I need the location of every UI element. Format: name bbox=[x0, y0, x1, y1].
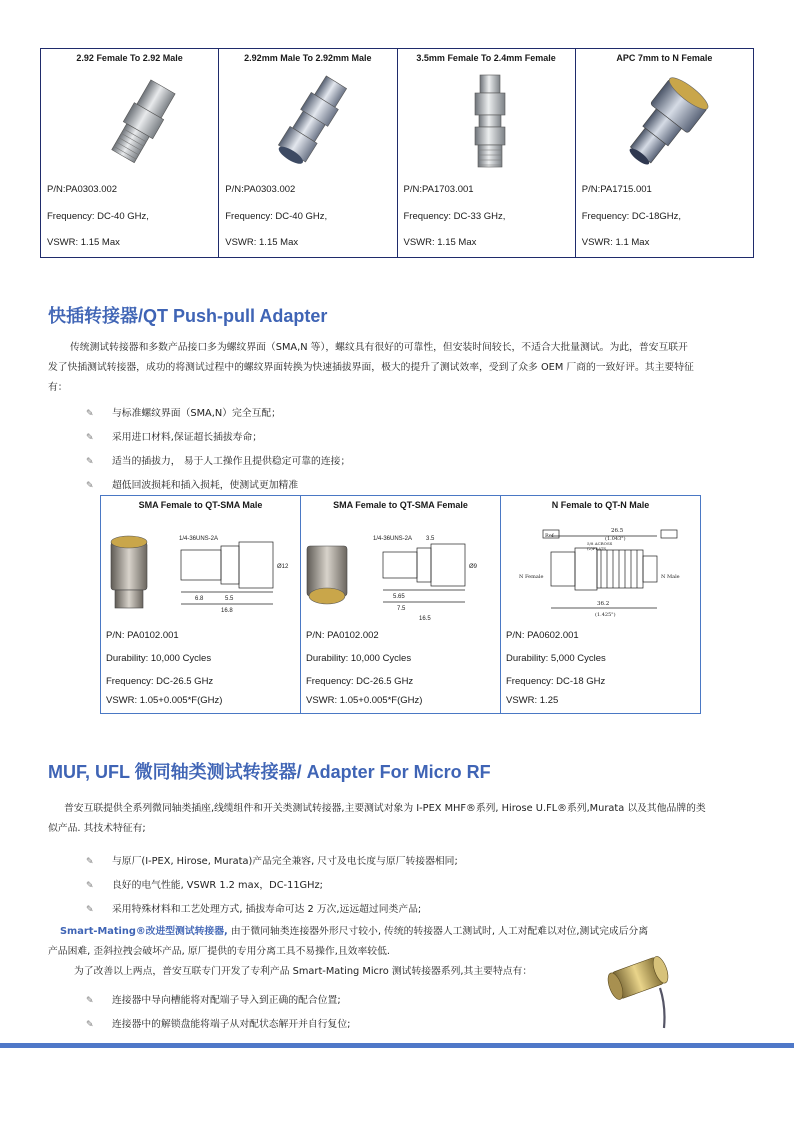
vswr: VSWR: 1.15 Max bbox=[225, 237, 299, 248]
section-paragraph bbox=[48, 799, 758, 839]
paragraph-line: 发了快插测试转接器，成功的将测试过程中的螺纹界面转换为快速插拔界面，极大的提升了测试效率，受到了众多 OEM 厂商的一致好评。其主要特征 bbox=[48, 362, 694, 373]
dim-label: 5/8 ACROSS bbox=[587, 541, 613, 546]
bullet-text: 超低回波损耗和插入损耗，使测试更加精准 bbox=[112, 480, 299, 491]
product-title: 2.92 Female To 2.92 Male bbox=[76, 53, 183, 63]
section-heading: MUF, UFL 微同轴类测试转接器/ Adapter For Micro RF bbox=[48, 762, 491, 782]
frequency: Frequency: DC-26.5 GHz bbox=[106, 676, 214, 687]
product-title: APC 7mm to N Female bbox=[616, 53, 713, 63]
product-title: N Female to QT-N Male bbox=[551, 500, 650, 510]
dim-label: 1/4-36UNS-2A bbox=[373, 536, 413, 542]
dim-label: 6.8 bbox=[195, 596, 204, 602]
part-number: P/N: PA0102.001 bbox=[106, 630, 179, 641]
paragraph-line: 产品困难, 歪斜拉拽会破坏产品, 原厂提供的专用分离工具不易操作,且效率较低. bbox=[48, 946, 390, 957]
paragraph-line: 有： bbox=[48, 382, 68, 393]
dim-label: 1/4-36UNS-2A bbox=[179, 536, 219, 542]
bullet-item bbox=[86, 853, 458, 867]
section-paragraph bbox=[48, 338, 758, 398]
bullet-text: 适当的插拔力， 易于人工操作且提供稳定可靠的连接； bbox=[112, 456, 351, 467]
bullet-text: 采用进口材料,保证超长插拔寿命； bbox=[112, 432, 263, 443]
connector-photo bbox=[219, 65, 396, 177]
micro-adapter-photo bbox=[604, 950, 694, 1030]
dim-label: (1.043") bbox=[605, 536, 626, 542]
vswr: VSWR: 1.15 Max bbox=[403, 237, 477, 248]
connector-drawing bbox=[301, 512, 500, 624]
frequency: Frequency: DC-33 GHz, bbox=[403, 210, 506, 222]
dim-label: Ø9 bbox=[469, 564, 478, 570]
frequency: Frequency: DC-40 GHz, bbox=[225, 210, 328, 222]
bullet-item bbox=[86, 405, 281, 419]
bullet-icon: ✎ bbox=[86, 857, 94, 867]
bullet-icon: ✎ bbox=[86, 457, 94, 467]
product-cell bbox=[101, 496, 301, 714]
bullet-item bbox=[86, 901, 421, 915]
dim-label: Ø12 bbox=[277, 564, 289, 570]
bullet-text: 连接器中导向槽能将对配端子导入到正确的配合位置; bbox=[112, 995, 341, 1006]
durability: Durability: 5,000 Cycles bbox=[506, 653, 606, 664]
product-title: SMA Female to QT-SMA Male bbox=[138, 500, 263, 510]
dim-label: 5.5 bbox=[225, 596, 234, 602]
frequency: Frequency: DC-18 GHz bbox=[506, 676, 606, 687]
bullet-item bbox=[86, 1016, 350, 1030]
bullet-item bbox=[86, 992, 341, 1006]
dim-label: 3.5 bbox=[426, 536, 435, 542]
bullet-text: 与原厂(I-PEX, Hirose, Murata)产品完全兼容, 尺寸及电长度与原厂转接器相同; bbox=[112, 856, 458, 867]
bullet-icon: ✎ bbox=[86, 1020, 94, 1030]
connector-drawing bbox=[101, 512, 300, 624]
qt-adapter-table bbox=[100, 495, 701, 714]
durability: Durability: 10,000 Cycles bbox=[106, 653, 212, 664]
bullet-icon: ✎ bbox=[86, 481, 94, 491]
bullet-icon: ✎ bbox=[86, 905, 94, 915]
dim-label: N Female bbox=[519, 574, 544, 580]
adapter-table bbox=[40, 48, 754, 258]
paragraph-line: 由于微同轴类连接器外形尺寸较小, 传统的转接器人工测试时, 人工对配难以对位,测试完成后分离 bbox=[230, 926, 649, 937]
part-number: P/N:PA0303.002 bbox=[47, 184, 118, 195]
dim-label: 5.65 bbox=[393, 594, 405, 600]
bullet-text: 与标准螺纹界面（SMA,N）完全互配； bbox=[112, 408, 281, 419]
dim-label: 16.5 bbox=[419, 616, 431, 622]
vswr: VSWR: 1.15 Max bbox=[47, 237, 120, 248]
bullet-item bbox=[86, 453, 350, 467]
product-cell bbox=[219, 49, 397, 258]
dim-label: 16.8 bbox=[221, 608, 233, 614]
bullet-text: 连接器中的解锁盘能将端子从对配状态解开并自行复位; bbox=[112, 1019, 351, 1030]
bullet-item bbox=[86, 477, 298, 491]
part-number: P/N: PA0102.002 bbox=[306, 630, 379, 641]
bullet-icon: ✎ bbox=[86, 409, 94, 419]
bullet-text: 良好的电气性能, VSWR 1.2 max，DC-11GHz; bbox=[112, 880, 323, 891]
product-title: 3.5mm Female To 2.4mm Female bbox=[416, 53, 556, 63]
bullet-icon: ✎ bbox=[86, 881, 94, 891]
dim-label: N Male bbox=[661, 574, 680, 580]
paragraph-line: 为了改善以上两点，普安互联专门开发了专利产品 Smart-Mating Micro 测试转接器系列,其主要特点有： bbox=[74, 966, 533, 977]
part-number: P/N:PA1715.001 bbox=[581, 184, 652, 195]
connector-photo bbox=[398, 65, 575, 177]
bullet-text: 采用特殊材料和工艺处理方式, 插拔寿命可达 2 万次,远远超过同类产品; bbox=[112, 904, 422, 915]
product-cell bbox=[575, 49, 753, 258]
vswr: VSWR: 1.05+0.005*F(GHz) bbox=[306, 695, 423, 706]
frequency: Frequency: DC-18GHz, bbox=[581, 210, 682, 222]
frequency: Frequency: DC-26.5 GHz bbox=[306, 676, 414, 687]
smart-mating-label: Smart-Mating®改进型测试转接器, bbox=[60, 926, 228, 937]
bullet-item bbox=[86, 877, 323, 891]
dim-label: 26.5 bbox=[611, 528, 624, 534]
durability: Durability: 10,000 Cycles bbox=[306, 653, 412, 664]
part-number: P/N:PA0303.002 bbox=[225, 184, 296, 195]
dim-label: (1.425") bbox=[595, 612, 616, 618]
product-cell bbox=[301, 496, 501, 714]
product-cell bbox=[397, 49, 575, 258]
product-title: SMA Female to QT-SMA Female bbox=[333, 500, 468, 510]
vswr: VSWR: 1.25 bbox=[506, 695, 559, 706]
bullet-icon: ✎ bbox=[86, 433, 94, 443]
vswr: VSWR: 1.1 Max bbox=[581, 237, 650, 248]
dim-label: 7.5 bbox=[397, 606, 406, 612]
bullet-icon: ✎ bbox=[86, 996, 94, 1006]
dim-label: 36.2 bbox=[597, 601, 610, 607]
section-heading: 快插转接器/QT Push-pull Adapter bbox=[48, 306, 328, 326]
dim-label: (2)FLATS bbox=[587, 546, 607, 551]
vswr: VSWR: 1.05+0.005*F(GHz) bbox=[106, 695, 223, 706]
connector-drawing bbox=[501, 512, 700, 624]
connector-photo bbox=[576, 65, 753, 177]
paragraph-line: 普安互联提供全系列微同轴类插座,线缆组件和开关类测试转接器,主要测试对象为 I-PEX MHF®系列, Hirose U.FL®系列,Murata 以及其他品牌的类 bbox=[64, 803, 706, 814]
dim-label: Ref bbox=[545, 533, 554, 539]
paragraph-line: 传统测试转接器和多数产品接口多为螺纹界面（SMA,N 等），螺纹具有很好的可靠性，但安装时间较长，不适合大批量测试。为此，普安互联开 bbox=[70, 342, 688, 353]
paragraph-line: 似产品. 其技术特征有; bbox=[48, 823, 146, 834]
footer-bar bbox=[0, 1043, 794, 1048]
product-title: 2.92mm Male To 2.92mm Male bbox=[244, 53, 372, 63]
part-number: P/N: PA0602.001 bbox=[506, 630, 579, 641]
product-cell bbox=[501, 496, 701, 714]
connector-photo bbox=[41, 65, 218, 177]
part-number: P/N:PA1703.001 bbox=[403, 184, 474, 195]
frequency: Frequency: DC-40 GHz, bbox=[47, 210, 149, 222]
bullet-item bbox=[86, 429, 262, 443]
product-cell bbox=[41, 49, 219, 258]
